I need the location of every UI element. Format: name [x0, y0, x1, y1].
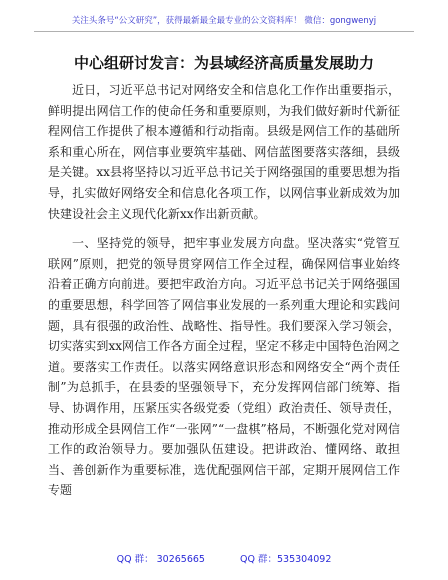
document-title: 中心组研讨发言：为县域经济高质量发展助力: [73, 54, 374, 72]
footer-qq-group-2: QQ 群：535304092: [240, 554, 332, 565]
header-banner: 关注头条号“公文研究”，获得最新最全最专业的公文资料库！ 微信：gongwenyj: [71, 16, 377, 26]
document-body: [48, 80, 400, 510]
paragraph-intro: 近日，习近平总书记对网络安全和信息化工作作出重要指示，鲜明提出网信工作的使命任务和重要原则，为我们做好新时代新征程网信工作提供了根本遵循和行动指南。县级是网信工作的基础所系和重心所在，网信事业要筑牢基础、网信蓝图要落实落细，县级是关键。xx县将坚持以习近平总书记关于网络强国的重要思想为指导，扎实做好网络安全和信息化各项工作，以网信事业新成效为加快建设社会主义现代化新xx作出新贡献。: [48, 83, 400, 221]
header-divider: [34, 31, 414, 32]
footer-qq-group-1: QQ 群： 30265665: [116, 554, 205, 565]
paragraph-section-one: 一、坚持党的领导，把牢事业发展方向盘。坚决落实“党管互联网”原则，把党的领导贯穿网信工作全过程，确保网信事业始终沿着正确方向前进。要把牢政治方向。习近平总书记关于网络强国的重要思想，科学回答了网信事业发展的一系列重大理论和实践问题，具有很强的政治性、战略性、指导性。我们要深入学习领会，切实落实到xx网信工作各方面全过程，坚定不移走中国特色治网之道。要落实工作责任。以落实网络意识形态和网络安全“两个责任制”为总抓手，在县委的坚强领导下，充分发挥网信部门统筹、指导、协调作用，压紧压实各级党委（党组）政治责任、领导责任，推动形成全县网信工作“一张网”“一盘棋”格局，不断强化党对网信工作的政治领导力。要加强队伍建设。把讲政治、懂网络、敢担当、善创新作为重要标准，选优配强网信干部，定期开展网信工作专题: [48, 236, 400, 498]
footer-contacts: [0, 551, 448, 565]
